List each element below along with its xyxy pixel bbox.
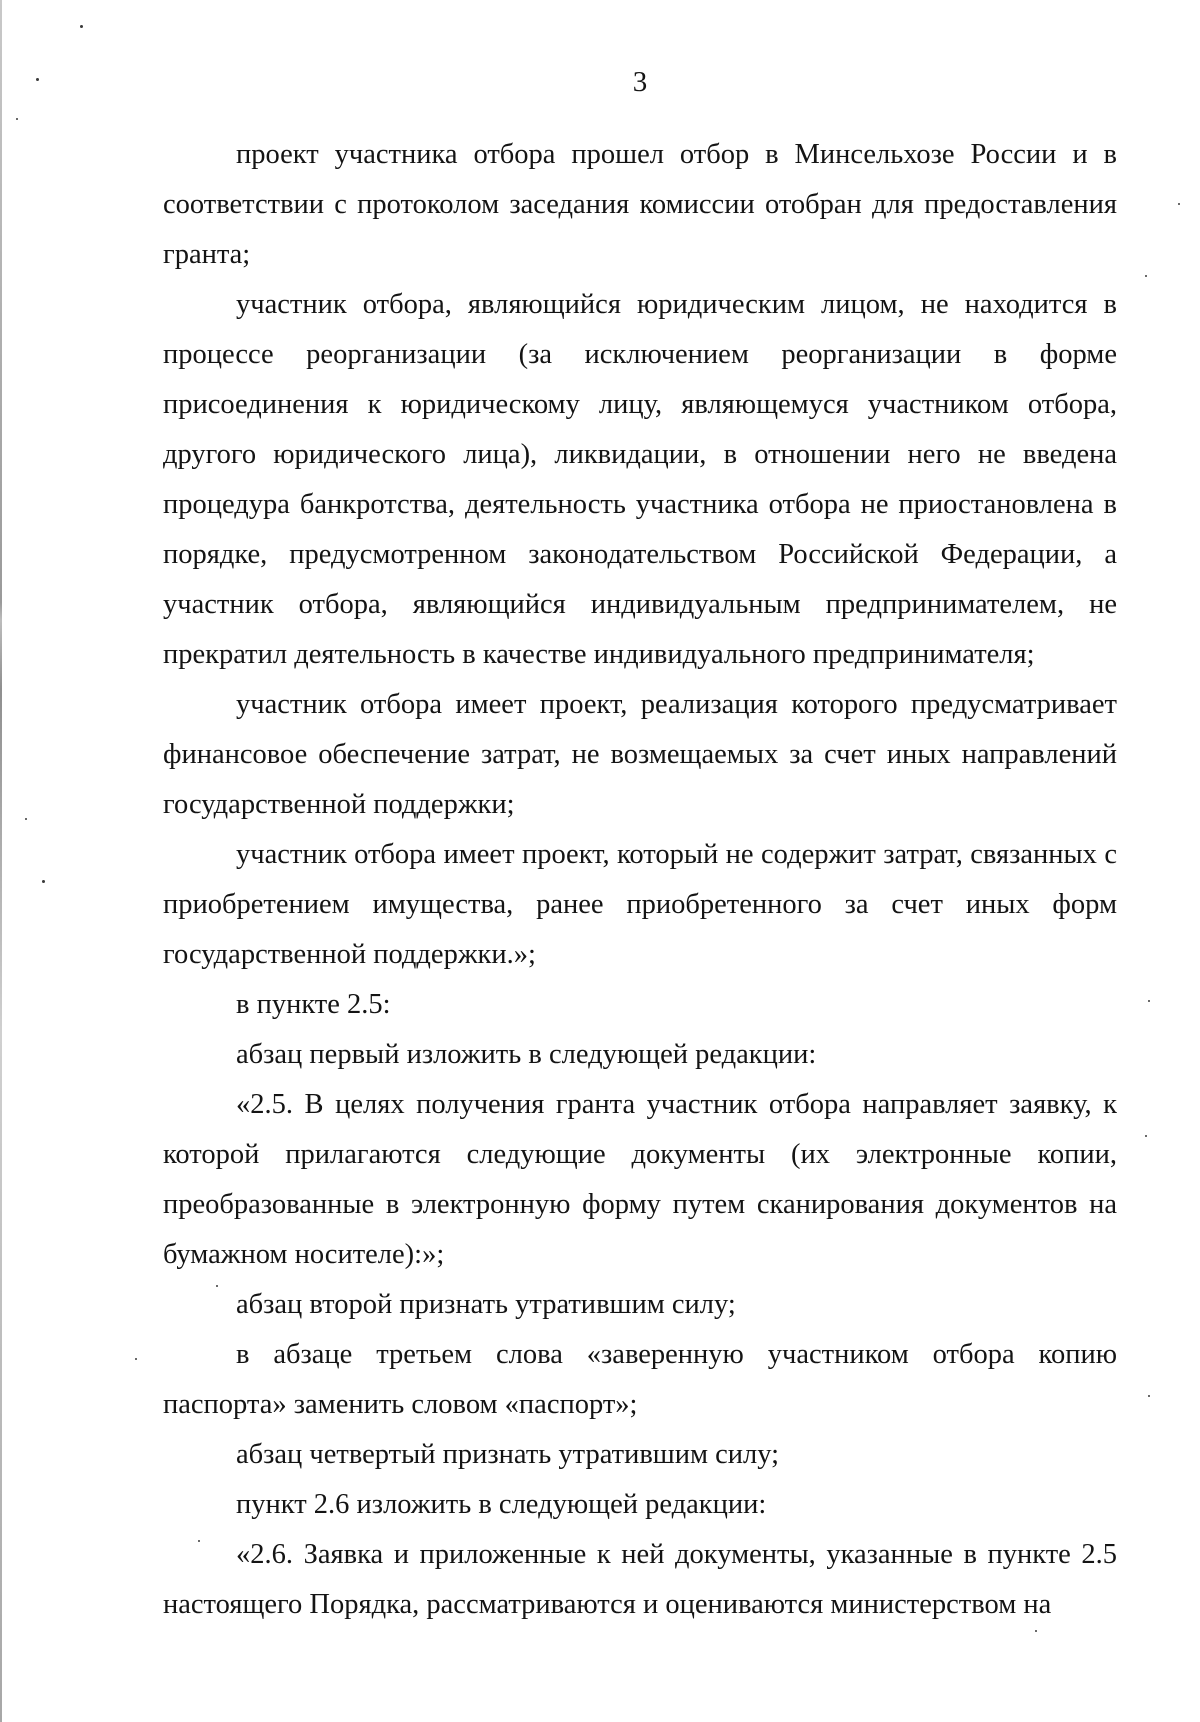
paragraph-clause-2-5-text: «2.5. В целях получения гранта участник отбора направляет заявку, к которой прилагаются следующие документы (их электронные копии, преобразованные в электронную форму путем сканирования документов на бумажном носителе):»; xyxy=(163,1089,1117,1270)
paragraph-project-no-costs: участник отбора имеет проект, который не содержит затрат, связанных с приобретением имущества, ранее приобретенного за счет иных форм государственной поддержки.»; xyxy=(163,839,1117,970)
paragraph-third-abzac: в абзаце третьем слова «заверенную участником отбора копию паспорта» заменить словом «паспорт»; xyxy=(163,1339,1117,1420)
scan-speck xyxy=(1145,275,1147,277)
paragraph-project-selected: проект участника отбора прошел отбор в Минсельхозе России и в соответствии с протоколом заседания комиссии отобран для предоставления гранта; xyxy=(163,139,1117,270)
scan-speck xyxy=(216,1285,218,1287)
scan-speck xyxy=(1178,203,1180,205)
paragraph-second-abzac: абзац второй признать утратившим силу; xyxy=(236,1289,736,1320)
scan-speck xyxy=(135,1358,137,1360)
scan-speck xyxy=(1148,1395,1150,1397)
scan-edge xyxy=(0,0,2,1722)
paragraph-legal-entity-status: участник отбора, являющийся юридическим лицом, не находится в процессе реорганизации (за исключением реорганизации в форме присоединения к юридическому лицу, являющемуся участником отбора, другого юридического лица), ликвидации, в отношении него не введена процедура банкротства, деятельность участника отбора не приостановлена в порядке, предусмотренном законодательством Российской Федерации, а участник отбора, являющийся индивидуальным предпринимателем, не прекратил деятельность в качестве индивидуального предпринимателя; xyxy=(163,289,1117,670)
scan-speck xyxy=(198,1540,200,1542)
scan-speck xyxy=(42,880,45,883)
scan-speck xyxy=(1145,1135,1147,1137)
scan-speck xyxy=(1148,1000,1150,1002)
document-body xyxy=(163,130,1117,1630)
paragraph-clause-2-5: в пункте 2.5: xyxy=(236,989,391,1020)
scan-speck xyxy=(25,818,27,820)
paragraph-clause-2-6: пункт 2.6 изложить в следующей редакции: xyxy=(236,1489,767,1520)
page-number: 3 xyxy=(632,66,648,98)
paragraph-project-financing: участник отбора имеет проект, реализация которого предусматривает финансовое обеспечение затрат, не возмещаемых за счет иных направлений государственной поддержки; xyxy=(163,689,1117,820)
scan-speck xyxy=(36,78,39,81)
scan-speck xyxy=(80,25,83,28)
paragraph-first-abzac: абзац первый изложить в следующей редакции: xyxy=(236,1039,817,1070)
paragraph-clause-2-6-text: «2.6. Заявка и приложенные к ней документы, указанные в пункте 2.5 настоящего Порядка, рассматриваются и оцениваются министерством на xyxy=(163,1539,1117,1620)
scan-speck xyxy=(1035,1630,1037,1632)
paragraph-fourth-abzac: абзац четвертый признать утратившим силу; xyxy=(236,1439,780,1470)
scan-speck xyxy=(16,118,18,120)
